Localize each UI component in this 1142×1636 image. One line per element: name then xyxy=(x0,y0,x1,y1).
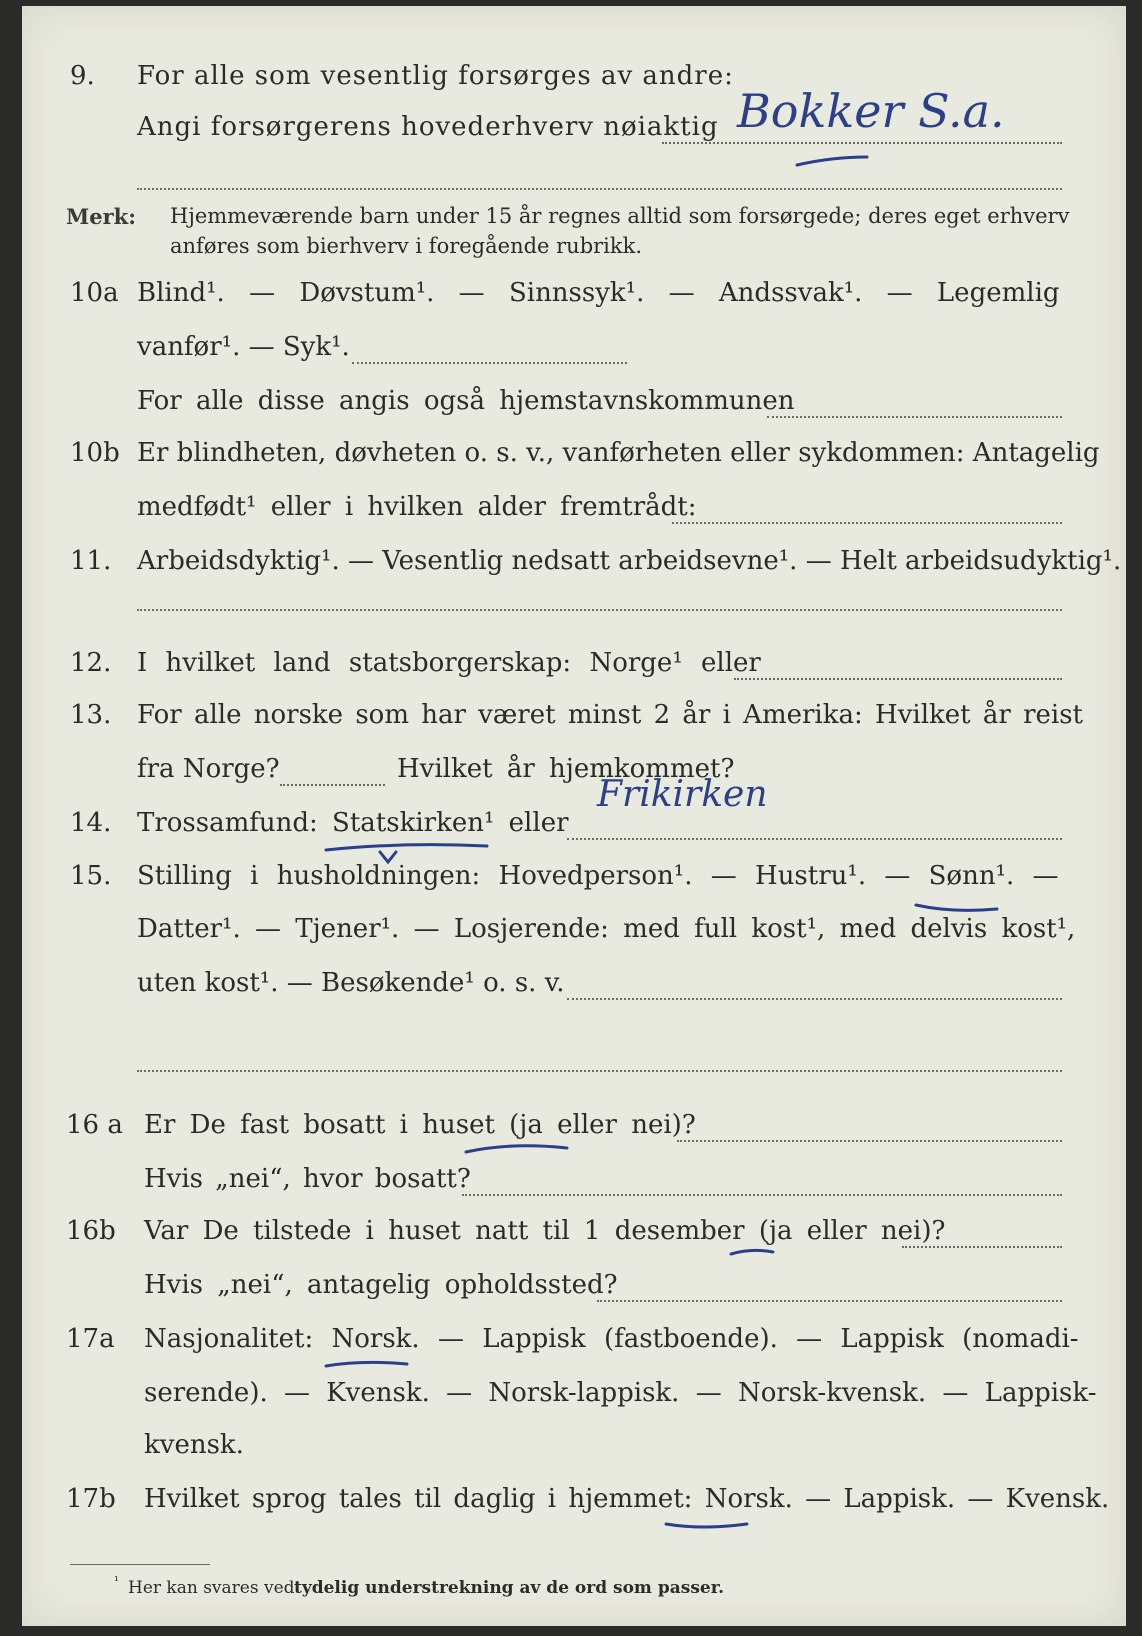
answer-line xyxy=(352,362,627,364)
question-number: 17a xyxy=(66,1324,115,1354)
underline-norsk xyxy=(322,1356,412,1372)
question-text: Hvilket sprog tales til daglig i hjemmet: Norsk. — Lappisk. — Kvensk. xyxy=(144,1484,1110,1514)
footnote-text: Her kan svares ved xyxy=(128,1578,295,1598)
question-10b-line1 xyxy=(22,438,1126,482)
answer-line xyxy=(137,609,1062,611)
question-17a-line1 xyxy=(22,1324,1126,1368)
question-text: fra Norge? xyxy=(137,754,280,784)
question-text: For alle disse angis også hjemstavnskommunen xyxy=(137,386,795,416)
answer-line xyxy=(567,838,1062,840)
question-text: kvensk. xyxy=(144,1430,244,1460)
answer-line xyxy=(280,784,385,786)
question-text: Angi forsørgerens hovederhverv nøiaktig xyxy=(137,112,719,142)
question-10a-line1 xyxy=(22,278,1126,322)
answer-line xyxy=(137,1070,1062,1072)
question-12 xyxy=(22,648,1126,692)
question-text: I hvilket land statsborgerskap: Norge¹ eller xyxy=(137,648,761,678)
answer-line xyxy=(672,522,1062,524)
question-text: Datter¹. — Tjener¹. — Losjerende: med full kost¹, med delvis kost¹, xyxy=(137,914,1076,944)
question-13-line2 xyxy=(22,754,1126,798)
question-number: 14. xyxy=(70,808,112,838)
question-text: Nasjonalitet: Norsk. — Lappisk (fastboende). — Lappisk (nomadi- xyxy=(144,1324,1079,1354)
question-16a-line2 xyxy=(22,1164,1126,1208)
underline-sonn xyxy=(912,899,1002,915)
question-number: 10b xyxy=(70,438,120,468)
question-text: Er blindheten, døvheten o. s. v., vanførheten eller sykdommen: Antagelig xyxy=(137,438,1100,468)
answer-line xyxy=(662,142,1062,144)
question-10a-line3 xyxy=(22,386,1126,430)
question-15-line3 xyxy=(22,968,1126,1012)
question-14 xyxy=(22,808,1126,852)
question-15-line2 xyxy=(22,914,1126,958)
question-text: uten kost¹. — Besøkende¹ o. s. v. xyxy=(137,968,565,998)
question-number: 12. xyxy=(70,648,112,678)
underline-ja-16b xyxy=(727,1246,777,1260)
question-17b xyxy=(22,1484,1126,1528)
question-number: 11. xyxy=(70,546,112,576)
question-text: Blind¹. — Døvstum¹. — Sinnssyk¹. — Andssvak¹. — Legemlig xyxy=(137,278,1060,308)
answer-line xyxy=(902,1246,1062,1248)
question-text: Stilling i husholdningen: Hovedperson¹. — Hustru¹. — Sønn¹. — xyxy=(137,861,1059,891)
question-number: 16 a xyxy=(66,1110,123,1140)
answer-line xyxy=(597,1300,1062,1302)
footnote-rule xyxy=(70,1564,210,1565)
question-number: 16b xyxy=(66,1216,116,1246)
question-text: Er De fast bosatt i huset (ja eller nei)? xyxy=(144,1110,696,1140)
question-text: For alle som vesentlig forsørges av andre: xyxy=(137,61,734,91)
underline-norsk-17b xyxy=(662,1518,752,1532)
footnote xyxy=(22,1574,1126,1602)
question-11 xyxy=(22,546,1126,590)
answer-line xyxy=(137,188,1062,190)
answer-line xyxy=(462,1194,1062,1196)
question-16b-line1 xyxy=(22,1216,1126,1260)
question-number: 10a xyxy=(70,278,119,308)
note-text: Hjemmeværende barn under 15 år regnes alltid som forsørgede; deres eget erhverv xyxy=(170,204,1070,228)
question-10a-line2 xyxy=(22,332,1126,376)
question-text: Trossamfund: Statskirken¹ eller xyxy=(137,808,569,838)
question-number: 9. xyxy=(70,61,95,91)
answer-line xyxy=(677,1140,1062,1142)
question-number: 17b xyxy=(66,1484,116,1514)
question-text: Arbeidsdyktig¹. — Vesentlig nedsatt arbeidsevne¹. — Helt arbeidsudyktig¹. xyxy=(137,546,1122,576)
question-10b-line2 xyxy=(22,492,1126,536)
question-text: vanfør¹. — Syk¹. xyxy=(137,332,350,362)
note-text: anføres som bierhverv i foregående rubrikk. xyxy=(170,234,643,258)
handwritten-occupation: Bokker S.a. xyxy=(737,84,1005,138)
question-text: Hvis „nei“, hvor bosatt? xyxy=(144,1164,471,1194)
question-text: For alle norske som har været minst 2 år i Amerika: Hvilket år reist xyxy=(137,700,1083,730)
question-17a-line2 xyxy=(22,1378,1126,1422)
answer-line xyxy=(567,998,1062,1000)
question-text: Hvilket år hjemkommet? xyxy=(397,754,735,784)
question-16b-line2 xyxy=(22,1270,1126,1314)
footnote-mark: ¹ xyxy=(114,1574,119,1588)
question-16a-line1 xyxy=(22,1110,1126,1154)
answer-line xyxy=(734,678,1062,680)
question-text: Hvis „nei“, antagelig opholdssted? xyxy=(144,1270,618,1300)
question-text: medfødt¹ eller i hvilken alder fremtrådt: xyxy=(137,492,697,522)
handwritten-faith: Frikirken xyxy=(597,774,768,815)
question-text: Var De tilstede i huset natt til 1 desember (ja eller nei)? xyxy=(144,1216,946,1246)
census-form-page xyxy=(22,6,1126,1626)
question-number: 13. xyxy=(70,700,112,730)
note-line2 xyxy=(22,234,1126,278)
handwritten-dash xyxy=(792,151,872,171)
question-number: 15. xyxy=(70,861,112,891)
question-13-line1 xyxy=(22,700,1126,744)
footnote-bold-text: tydelig understrekning av de ord som passer. xyxy=(294,1578,725,1598)
question-17a-line3 xyxy=(22,1430,1126,1474)
answer-line xyxy=(767,416,1062,418)
note-label: Merk: xyxy=(66,204,136,229)
underline-ja xyxy=(462,1140,572,1158)
question-text: serende). — Kvensk. — Norsk-lappisk. — Norsk-kvensk. — Lappisk- xyxy=(144,1378,1097,1408)
